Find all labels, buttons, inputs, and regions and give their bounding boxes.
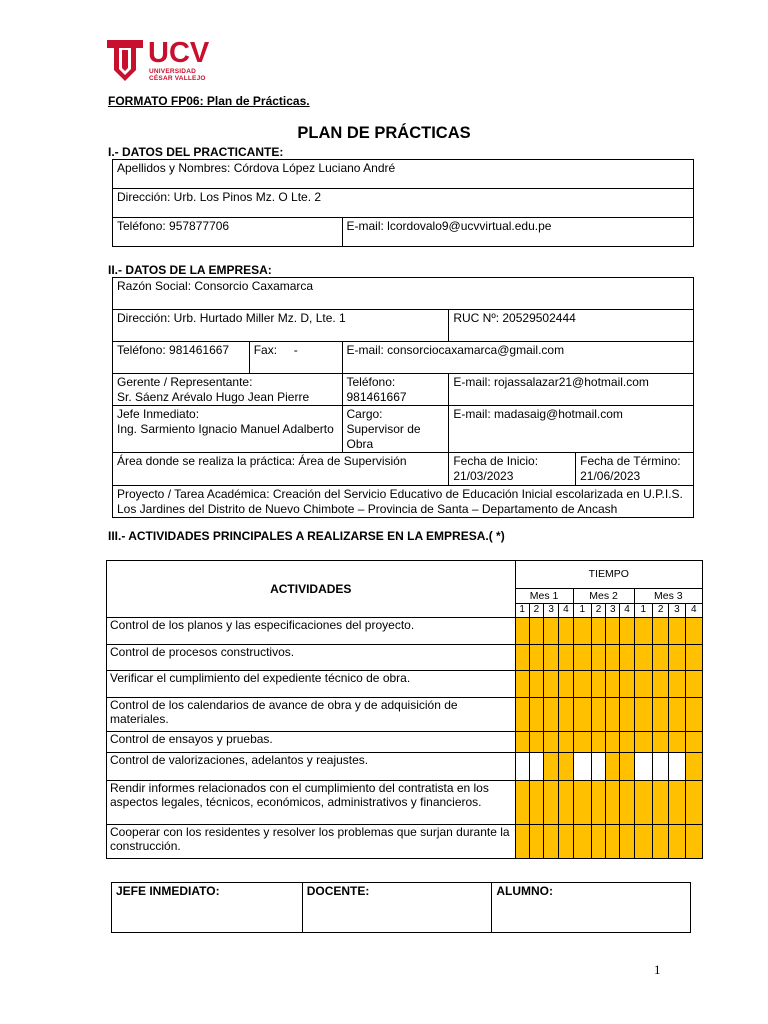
week-number: 4 <box>559 604 573 618</box>
schedule-cell-filled <box>573 732 591 753</box>
format-label: FORMATO FP06: Plan de Prácticas. <box>108 94 310 108</box>
activity-label: Control de procesos constructivos. <box>107 645 516 671</box>
practicante-table <box>112 159 694 247</box>
schedule-cell-filled <box>515 825 529 859</box>
empresa-direccion: Dirección: Urb. Hurtado Miller Mz. D, Lte. 1 <box>113 310 449 342</box>
fecha-termino: 21/06/2023 <box>580 469 641 483</box>
section1-heading: I.- DATOS DEL PRACTICANTE: <box>108 145 284 159</box>
schedule-cell-filled <box>559 618 573 645</box>
fecha-inicio: 21/03/2023 <box>453 469 514 483</box>
schedule-cell-filled <box>573 671 591 698</box>
schedule-cell-filled <box>544 645 559 671</box>
gerente-tel-label: Teléfono: <box>346 375 396 389</box>
signature-docente: DOCENTE: <box>302 883 492 933</box>
activity-row <box>107 645 703 671</box>
jefe-label: Jefe Inmediato: <box>117 407 200 421</box>
week-number: 2 <box>591 604 605 618</box>
schedule-cell-filled <box>559 825 573 859</box>
activity-label: Control de los calendarios de avance de obra y de adquisición de materiales. <box>107 698 516 732</box>
ucv-logo <box>106 38 216 84</box>
schedule-cell-filled <box>529 781 543 825</box>
schedule-cell-empty <box>591 753 605 781</box>
cargo-label: Cargo: <box>346 407 383 421</box>
schedule-cell-filled <box>620 781 634 825</box>
schedule-cell-filled <box>620 671 634 698</box>
logo-sub-line1: UNIVERSIDAD <box>149 68 196 75</box>
gerente-label: Gerente / Representante: <box>117 375 253 389</box>
schedule-cell-filled <box>634 618 652 645</box>
schedule-cell-filled <box>591 698 605 732</box>
activity-row <box>107 825 703 859</box>
schedule-cell-filled <box>685 671 702 698</box>
schedule-cell-filled <box>669 618 685 645</box>
schedule-cell-filled <box>529 732 543 753</box>
schedule-cell-filled <box>606 825 620 859</box>
schedule-cell-filled <box>515 671 529 698</box>
activity-row <box>107 781 703 825</box>
gerente-cell <box>113 374 343 406</box>
schedule-cell-filled <box>591 645 605 671</box>
cargo-cell <box>342 406 449 453</box>
month-header: Mes 3 <box>634 589 702 604</box>
schedule-cell-filled <box>606 781 620 825</box>
schedule-cell-filled <box>685 825 702 859</box>
schedule-cell-filled <box>685 753 702 781</box>
schedule-cell-filled <box>652 671 668 698</box>
schedule-cell-filled <box>591 618 605 645</box>
schedule-cell-filled <box>620 698 634 732</box>
schedule-cell-filled <box>544 732 559 753</box>
activity-label: Cooperar con los residentes y resolver los problemas que surjan durante la construcción. <box>107 825 516 859</box>
schedule-cell-filled <box>620 645 634 671</box>
schedule-cell-empty <box>529 753 543 781</box>
schedule-cell-filled <box>620 753 634 781</box>
schedule-cell-filled <box>591 781 605 825</box>
schedule-cell-filled <box>529 645 543 671</box>
section3-heading: III.- ACTIVIDADES PRINCIPALES A REALIZARSE EN LA EMPRESA.( *) <box>108 529 505 543</box>
schedule-cell-filled <box>685 732 702 753</box>
schedule-cell-filled <box>544 753 559 781</box>
schedule-cell-filled <box>685 645 702 671</box>
schedule-cell-filled <box>652 781 668 825</box>
schedule-cell-empty <box>634 753 652 781</box>
schedule-cell-filled <box>559 732 573 753</box>
practicante-nombres: Apellidos y Nombres: Córdova López Luciano André <box>113 160 694 189</box>
schedule-cell-filled <box>559 698 573 732</box>
week-number: 1 <box>515 604 529 618</box>
activity-row <box>107 732 703 753</box>
schedule-cell-filled <box>634 698 652 732</box>
signatures-table <box>111 882 691 933</box>
schedule-cell-filled <box>652 732 668 753</box>
schedule-cell-filled <box>652 825 668 859</box>
schedule-cell-empty <box>669 753 685 781</box>
activity-row <box>107 618 703 645</box>
activity-row <box>107 698 703 732</box>
schedule-cell-filled <box>606 671 620 698</box>
schedule-cell-filled <box>515 698 529 732</box>
schedule-cell-filled <box>669 732 685 753</box>
schedule-cell-filled <box>634 825 652 859</box>
gerente-tel: 981461667 <box>346 390 407 404</box>
week-number: 2 <box>529 604 543 618</box>
activity-label: Rendir informes relacionados con el cumplimiento del contratista en los aspectos legales, técnicos, económicos, administrativos y financieros. <box>107 781 516 825</box>
fecha-termino-label: Fecha de Término: <box>580 454 681 468</box>
schedule-cell-empty <box>573 753 591 781</box>
activity-row <box>107 671 703 698</box>
schedule-cell-filled <box>573 698 591 732</box>
fecha-inicio-cell <box>449 453 576 486</box>
schedule-cell-filled <box>559 753 573 781</box>
ucv-shield-icon <box>106 38 144 82</box>
schedule-cell-filled <box>544 671 559 698</box>
schedule-cell-filled <box>606 698 620 732</box>
schedule-cell-filled <box>544 825 559 859</box>
practicante-direccion: Dirección: Urb. Los Pinos Mz. O Lte. 2 <box>113 189 694 218</box>
empresa-fax: Fax: - <box>249 342 342 374</box>
week-number: 4 <box>685 604 702 618</box>
schedule-cell-empty <box>515 753 529 781</box>
activity-label: Control de ensayos y pruebas. <box>107 732 516 753</box>
week-number: 1 <box>573 604 591 618</box>
month-header: Mes 2 <box>573 589 634 604</box>
activity-row <box>107 753 703 781</box>
empresa-table <box>112 277 694 518</box>
schedule-cell-filled <box>591 732 605 753</box>
schedule-cell-filled <box>515 781 529 825</box>
page-number: 1 <box>654 962 661 977</box>
month-header: Mes 1 <box>515 589 573 604</box>
activity-label: Verificar el cumplimiento del expediente técnico de obra. <box>107 671 516 698</box>
schedule-cell-filled <box>544 698 559 732</box>
schedule-cell-filled <box>606 753 620 781</box>
schedule-cell-filled <box>669 671 685 698</box>
fecha-inicio-label: Fecha de Inicio: <box>453 454 539 468</box>
schedule-cell-filled <box>652 698 668 732</box>
schedule-cell-filled <box>591 671 605 698</box>
schedule-cell-filled <box>669 825 685 859</box>
schedule-cell-filled <box>559 781 573 825</box>
week-number: 3 <box>669 604 685 618</box>
schedule-cell-filled <box>529 618 543 645</box>
activity-label: Control de los planos y las especificaciones del proyecto. <box>107 618 516 645</box>
schedule-cell-filled <box>573 825 591 859</box>
gerente-email: E-mail: rojassalazar21@hotmail.com <box>449 374 694 406</box>
week-number: 1 <box>634 604 652 618</box>
week-number: 3 <box>606 604 620 618</box>
schedule-cell-filled <box>669 698 685 732</box>
week-number: 4 <box>620 604 634 618</box>
schedule-cell-filled <box>544 618 559 645</box>
schedule-cell-filled <box>591 825 605 859</box>
jefe-name: Ing. Sarmiento Ignacio Manuel Adalberto <box>117 422 334 436</box>
schedule-cell-filled <box>606 618 620 645</box>
gerente-name: Sr. Sáenz Arévalo Hugo Jean Pierre <box>117 390 310 404</box>
cargo-value: Supervisor de Obra <box>346 422 421 451</box>
schedule-cell-filled <box>685 698 702 732</box>
schedule-cell-filled <box>529 698 543 732</box>
schedule-cell-filled <box>573 618 591 645</box>
schedule-cell-filled <box>559 645 573 671</box>
schedule-cell-filled <box>620 732 634 753</box>
schedule-cell-filled <box>634 671 652 698</box>
schedule-cell-filled <box>515 732 529 753</box>
schedule-cell-filled <box>606 732 620 753</box>
schedule-cell-filled <box>620 825 634 859</box>
col-actividades: ACTIVIDADES <box>107 561 516 618</box>
schedule-cell-filled <box>652 618 668 645</box>
section2-heading: II.- DATOS DE LA EMPRESA: <box>108 263 272 277</box>
schedule-cell-filled <box>606 645 620 671</box>
col-tiempo: TIEMPO <box>515 561 702 589</box>
schedule-cell-filled <box>573 645 591 671</box>
schedule-cell-filled <box>529 825 543 859</box>
schedule-cell-filled <box>515 645 529 671</box>
schedule-cell-filled <box>685 618 702 645</box>
schedule-cell-filled <box>634 645 652 671</box>
schedule-cell-filled <box>669 781 685 825</box>
page-title: PLAN DE PRÁCTICAS <box>297 124 471 142</box>
schedule-cell-filled <box>620 618 634 645</box>
schedule-cell-filled <box>669 645 685 671</box>
schedule-cell-filled <box>515 618 529 645</box>
jefe-cell <box>113 406 343 453</box>
schedule-cell-empty <box>652 753 668 781</box>
fecha-termino-cell <box>576 453 694 486</box>
schedule-cell-filled <box>685 781 702 825</box>
jefe-email: E-mail: madasaig@hotmail.com <box>449 406 694 453</box>
actividades-table <box>106 560 703 859</box>
empresa-ruc: RUC Nº: 20529502444 <box>449 310 694 342</box>
logo-brand: UCV <box>148 37 210 69</box>
area-practica: Área donde se realiza la práctica: Área de Supervisión <box>113 453 449 486</box>
empresa-razon-social: Razón Social: Consorcio Caxamarca <box>113 278 694 310</box>
schedule-cell-filled <box>573 781 591 825</box>
signature-jefe: JEFE INMEDIATO: <box>112 883 303 933</box>
week-number: 2 <box>652 604 668 618</box>
week-number: 3 <box>544 604 559 618</box>
schedule-cell-filled <box>634 781 652 825</box>
logo-sub-line2: CÉSAR VALLEJO <box>149 75 206 82</box>
schedule-cell-filled <box>634 732 652 753</box>
schedule-cell-filled <box>559 671 573 698</box>
practicante-email: E-mail: lcordovalo9@ucvvirtual.edu.pe <box>342 218 693 247</box>
schedule-cell-filled <box>529 671 543 698</box>
proyecto: Proyecto / Tarea Académica: Creación del Servicio Educativo de Educación Inicial escolarizada en U.P.I.S. Los Jardines del Distrito de Nuevo Chimbote – Provincia de Santa – Departamento de Ancash <box>113 486 694 518</box>
gerente-tel-cell <box>342 374 449 406</box>
schedule-cell-filled <box>652 645 668 671</box>
practicante-telefono: Teléfono: 957877706 <box>113 218 343 247</box>
activity-label: Control de valorizaciones, adelantos y reajustes. <box>107 753 516 781</box>
signature-alumno: ALUMNO: <box>492 883 691 933</box>
empresa-telefono: Teléfono: 981461667 <box>113 342 250 374</box>
empresa-email: E-mail: consorciocaxamarca@gmail.com <box>342 342 694 374</box>
schedule-cell-filled <box>544 781 559 825</box>
